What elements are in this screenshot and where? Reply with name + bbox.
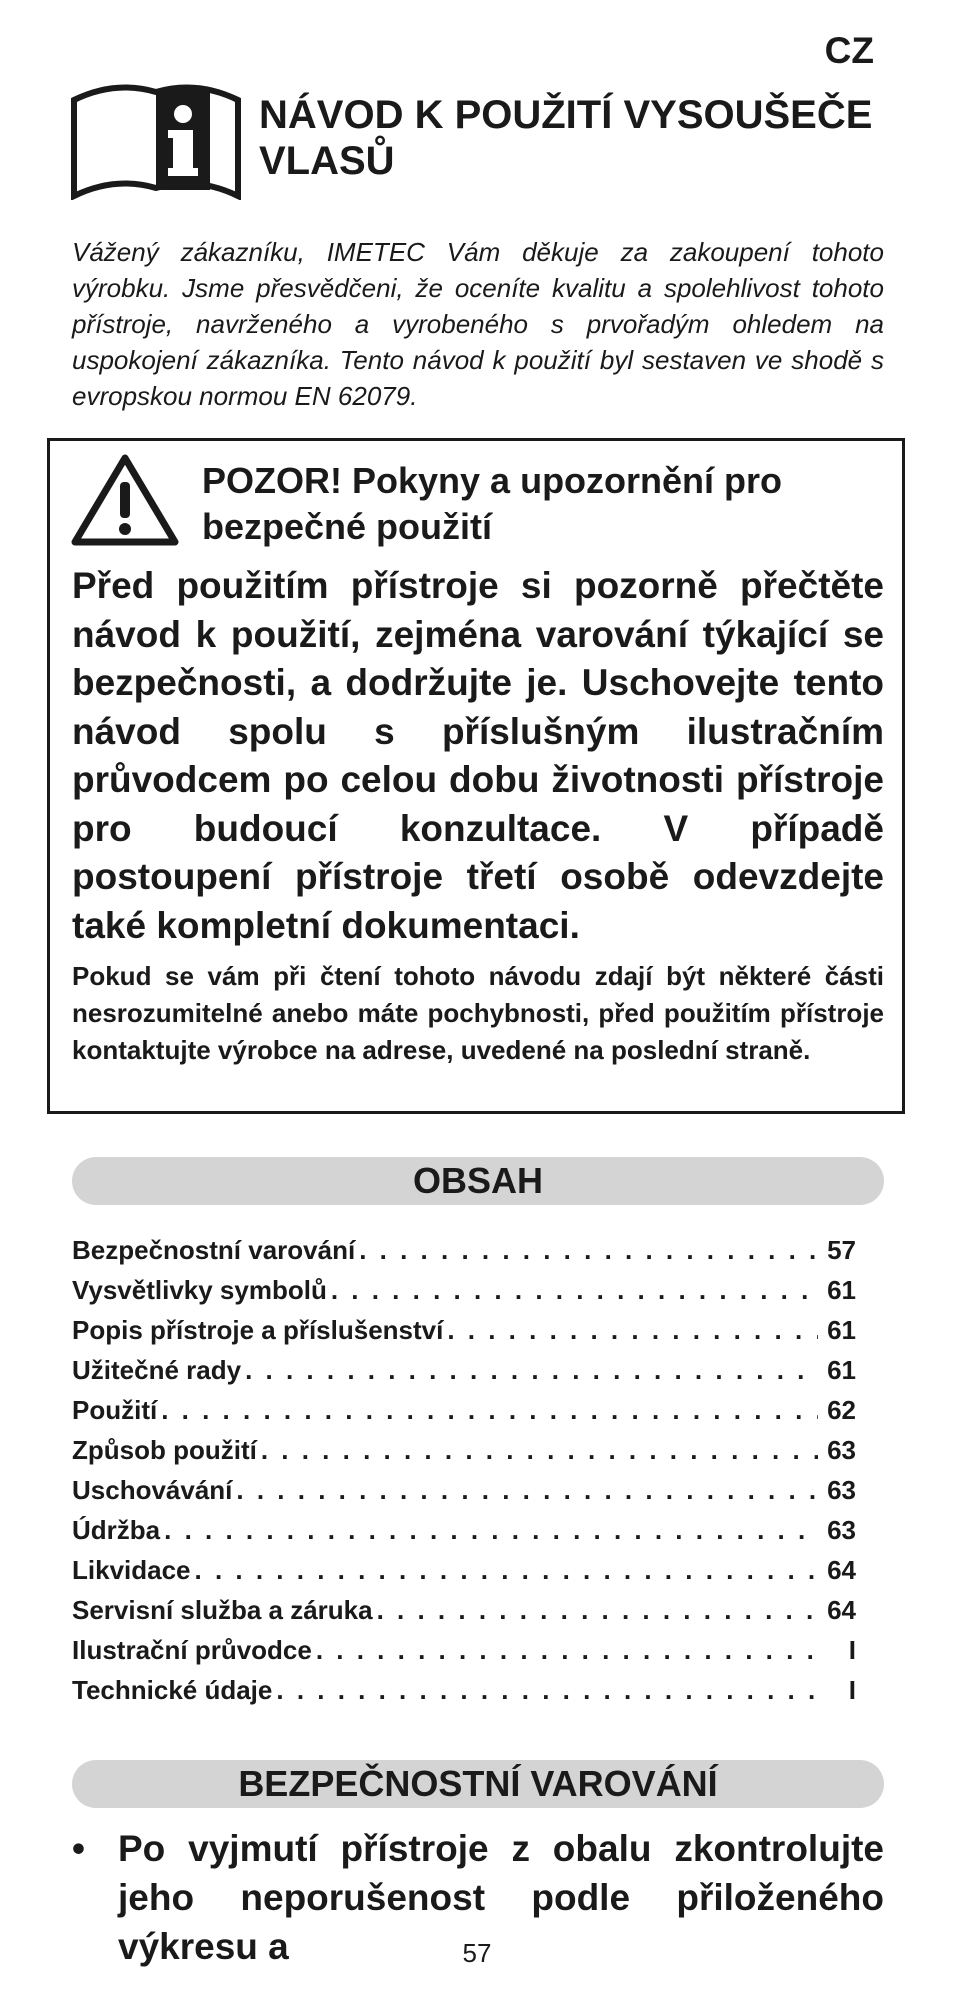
warning-body: Před použitím přístroje si pozorně přečtěte návod k použití, zejména varování týkající se bezpečnosti, a dodržujte je. Uschovejte tento návod spolu s příslušným ilustračním průvodcem po celou dobu životnosti přístroje pro budoucí konzultace. V případě postoupení přístroje třetí osobě odevzdejte také kompletní dokumentaci. [72,565,884,946]
toc-label: Uschovávání [72,1475,233,1505]
toc-label: Užitečné rady [72,1355,242,1385]
toc-page-number: 57 [827,1235,856,1265]
bullet-icon: • [72,1828,85,1869]
toc-page-number: 61 [827,1355,856,1385]
toc-page-number: 61 [827,1275,856,1305]
toc-label: Bezpečnostní varování [72,1235,356,1265]
toc-row[interactable] [72,1390,856,1430]
toc-label: Použití [72,1395,158,1425]
toc-label: Servisní služba a záruka [72,1595,373,1625]
warning-triangle-icon [70,452,180,548]
toc-leader-dots [236,1470,818,1510]
toc-label: Vysvětlivky symbolů [72,1275,327,1305]
table-of-contents [72,1230,856,1710]
toc-label: Údržba [72,1515,161,1545]
toc-label: Způsob použití [72,1435,257,1465]
toc-row[interactable] [72,1310,856,1350]
toc-row[interactable] [72,1670,856,1710]
bullet-text: Po vyjmutí přístroje z obalu zkontrolujte jeho neporušenost podle přiloženého výkresu a [118,1828,884,1967]
toc-page-number: 63 [827,1435,856,1465]
toc-row[interactable] [72,1270,856,1310]
toc-leader-dots [195,1550,818,1590]
toc-row[interactable] [72,1550,856,1590]
toc-page-number: I [848,1675,856,1705]
toc-leader-dots [164,1510,818,1550]
toc-page-number: 62 [827,1395,856,1425]
toc-label: Ilustrační průvodce [72,1635,312,1665]
toc-page-number: 63 [827,1515,856,1545]
toc-leader-dots [276,1670,818,1710]
toc-page-number: I [848,1635,856,1665]
info-book-icon [70,80,242,200]
toc-leader-dots [316,1630,818,1670]
toc-page-number: 63 [827,1475,856,1505]
safety-heading: BEZPEČNOSTNÍ VAROVÁNÍ [72,1760,884,1808]
toc-row[interactable] [72,1510,856,1550]
toc-label: Popis přístroje a příslušenství [72,1315,444,1345]
toc-label: Likvidace [72,1555,191,1585]
toc-leader-dots [377,1590,818,1630]
toc-row[interactable] [72,1630,856,1670]
toc-label: Technické údaje [72,1675,273,1705]
toc-heading: OBSAH [72,1157,884,1205]
toc-leader-dots [359,1230,818,1270]
page-number: 57 [462,1938,492,1968]
toc-row[interactable] [72,1350,856,1390]
warning-title: POZOR! Pokyny a upozornění pro bezpečné použití [202,460,783,547]
page-title: NÁVOD K POUŽITÍ VYSOUŠEČE VLASŮ [259,93,873,183]
toc-leader-dots [261,1430,818,1470]
toc-leader-dots [161,1390,818,1430]
intro-paragraph: Vážený zákazníku, IMETEC Vám děkuje za zakoupení tohoto výrobku. Jsme přesvědčeni, že oceníte kvalitu a spolehlivost tohoto přístroje, navrženého a vyrobeného s prvořadým ohledem na uspokojení zákazníka. Tento návod k použití byl sestaven ve shodě s evropskou normou EN 62079. [72,237,884,411]
warning-note: Pokud se vám při čtení tohoto návodu zdají být některé části nesrozumitelné anebo máte pochybnosti, před použitím přístroje kontaktujte výrobce na adrese, uvedené na poslední straně. [72,961,884,1065]
toc-leader-dots [331,1270,818,1310]
toc-page-number: 64 [827,1595,856,1625]
toc-leader-dots [447,1310,818,1350]
toc-row[interactable] [72,1590,856,1630]
language-code: CZ [824,30,874,71]
toc-page-number: 61 [827,1315,856,1345]
toc-row[interactable] [72,1430,856,1470]
toc-row[interactable] [72,1470,856,1510]
toc-row[interactable] [72,1230,856,1270]
toc-leader-dots [245,1350,818,1390]
toc-page-number: 64 [827,1555,856,1585]
